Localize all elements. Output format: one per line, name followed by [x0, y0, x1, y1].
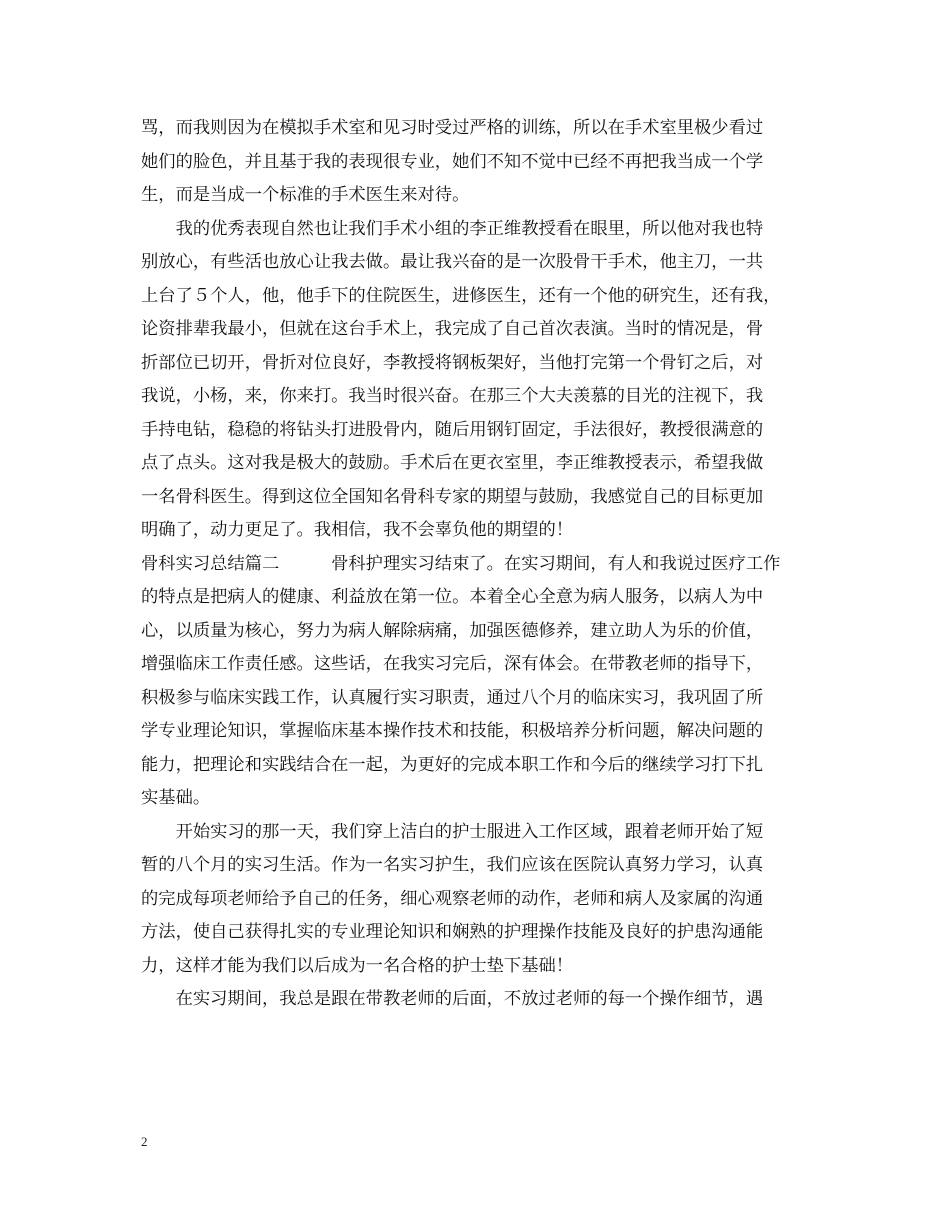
section-heading-line: 骨科实习总结篇二 骨科护理实习结束了。在实习期间，有人和我说过医疗工作 [141, 553, 781, 574]
text-line: 增强临床工作责任感。这些话，在我实习完后，深有体会。在带教老师的指导下， [141, 654, 764, 674]
text-line: 的特点是把病人的健康、利益放在第一位。本着全心全意为病人服务，以病人为中 [141, 587, 764, 607]
text-line: 上台了５个人，他，他手下的住院医生，进修医生，还有一个他的研究生，还有我， [141, 285, 781, 306]
text-line: 手持电钻，稳稳的将钻头打进股骨内，随后用钢钉固定，手法很好，教授很满意的 [141, 419, 764, 440]
text-line: 方法，使自己获得扎实的专业理论知识和娴熟的护理操作技能及良好的护患沟通能 [141, 922, 764, 942]
text-line: 心，以质量为核心，努力为病人解除病痛，加强医德修养，建立助人为乐的价值， [141, 620, 764, 641]
text-line: 我说，小杨，来，你来打。我当时很兴奋。在那三个大夫羡慕的目光的注视下，我 [141, 386, 764, 406]
text-line: 暂的八个月的实习生活。作为一名实习护生，我们应该在医院认真努力学习，认真 [141, 855, 764, 875]
page-number: 2 [141, 1134, 148, 1149]
text-line: 学专业理论知识，掌握临床基本操作技术和技能，积极培养分析问题，解决问题的 [141, 721, 764, 741]
text-line: 在实习期间，我总是跟在带教老师的后面，不放过老师的每一个操作细节，遇 [141, 989, 764, 1009]
document-body [141, 112, 813, 1017]
text-line: 生，而是当成一个标准的手术医生来对待。 [141, 185, 470, 205]
text-line: 点了点头。这对我是极大的鼓励。手术后在更衣室里，李正维教授表示，希望我做 [141, 453, 764, 473]
text-line: 我的优秀表现自然也让我们手术小组的李正维教授看在眼里，所以他对我也特 [141, 218, 764, 239]
text-line: 论资排辈我最小，但就在这台手术上，我完成了自己首次表演。当时的情况是，骨 [141, 319, 764, 339]
text-line: 力，这样才能为我们以后成为一名合格的护士垫下基础！ [141, 955, 574, 976]
text-line: 实基础。 [141, 788, 211, 808]
text-line: 别放心，有些活也放心让我去做。最让我兴奋的是一次股骨干手术，他主刀，一共 [141, 252, 764, 272]
text-line: 骂，而我则因为在模拟手术室和见习时受过严格的训练，所以在手术室里极少看过 [141, 118, 764, 138]
text-line: 明确了，动力更足了。我相信，我不会辜负他的期望的！ [141, 520, 574, 540]
text-line: 一名骨科医生。得到这位全国知名骨科专家的期望与鼓励，我感觉自己的目标更加 [141, 486, 764, 507]
text-line: 积极参与临床实践工作，认真履行实习职责，通过八个月的临床实习，我巩固了所 [141, 687, 764, 708]
text-line: 能力，把理论和实践结合在一起，为更好的完成本职工作和今后的继续学习打下扎 [141, 754, 764, 775]
text-line: 她们的脸色，并且基于我的表现很专业，她们不知不觉中已经不再把我当成一个学 [141, 151, 764, 172]
text-line: 折部位已切开，骨折对位良好，李教授将钢板架好，当他打完第一个骨钉之后，对 [141, 352, 764, 373]
text-line: 的完成每项老师给予自己的任务，细心观察老师的动作，老师和病人及家属的沟通 [141, 888, 764, 909]
text-line: 开始实习的那一天，我们穿上洁白的护士服进入工作区域，跟着老师开始了短 [141, 821, 764, 842]
